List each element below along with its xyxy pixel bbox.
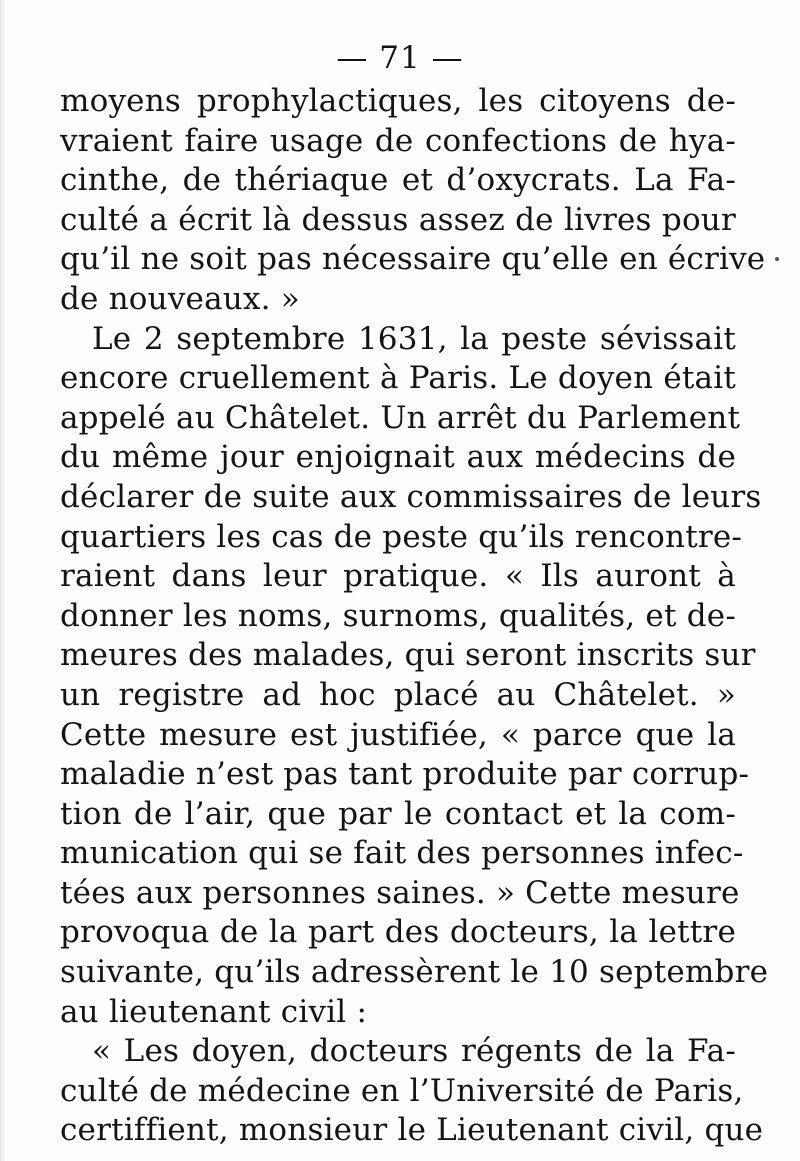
text-line: qu’il ne soit pas nécessaire qu’elle en écrive [60,241,766,278]
text-line: culté a écrit là dessus assez de livres pour [60,201,736,238]
text-line: un registre ad hoc placé au Châtelet. » [60,676,736,713]
page-number: — 71 — [336,40,464,76]
text-line: déclarer de suite aux commissaires de leurs [60,478,762,515]
text-line: donner les noms, surnoms, qualités, et de- [60,597,736,634]
text-line: maladie n’est pas tant produite par corrup- [60,756,750,793]
text-line: Cette mesure est justifiée, « parce que la [60,716,736,753]
text-line: meures des malades, qui seront inscrits sur [60,637,756,674]
text-line: provoqua de la part des docteurs, la lettre [60,914,736,951]
text-line: raient dans leur pratique. « Ils auront à [60,558,736,595]
body-text [60,82,769,1151]
text-line: Le 2 septembre 1631, la peste sévissait [92,320,736,357]
text-line: munication qui se fait des personnes infec- [60,835,744,872]
text-line: appelé au Châtelet. Un arrêt du Parlement [60,399,741,436]
text-line: suivante, qu’ils adressèrent le 10 septembre [60,954,769,991]
text-line: cinthe, de thériaque et d’oxycrats. La Fa- [60,162,736,199]
text-line: quartiers les cas de peste qu’ils rencontre- [60,518,743,555]
text-line: culté de médecine en l’Université de Paris, [60,1072,744,1109]
text-line: au lieutenant civil : [60,993,368,1030]
text-line: encore cruellement à Paris. Le doyen était [60,360,736,397]
text-line: tion de l’air, que par le contact et la com- [60,795,736,832]
text-line: de nouveaux. » [60,280,300,317]
text-line: du même jour enjoignait aux médecins de [60,439,736,476]
text-line: tées aux personnes saines. » Cette mesure [60,874,740,911]
text-line: vraient faire usage de confections de hya- [60,122,736,159]
text-line: certiffient, monsieur le Lieutenant civil, que [60,1112,764,1149]
text-line: moyens prophylactiques, les citoyens de- [60,83,736,119]
print-speck [775,257,779,261]
page-edge-shadow [0,0,6,1161]
text-line: « Les doyen, docteurs régents de la Fa- [92,1033,736,1070]
